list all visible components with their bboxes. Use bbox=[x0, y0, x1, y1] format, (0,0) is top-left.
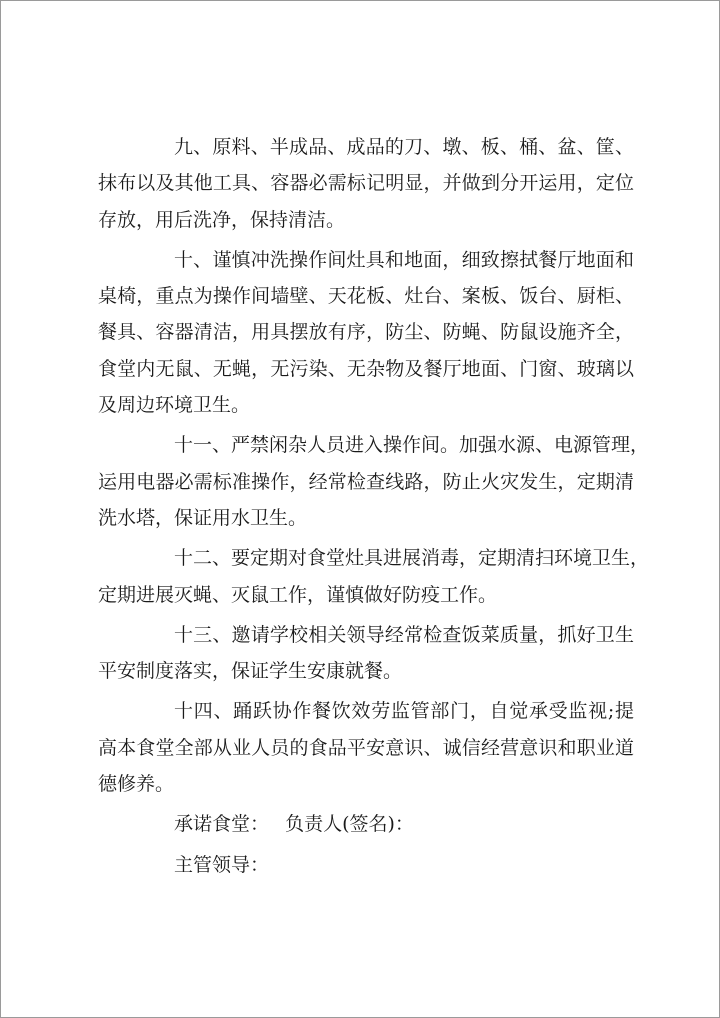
paragraph-line: 洗水塔，保证用水卫生。 bbox=[98, 506, 308, 529]
paragraph-line: 桌椅，重点为操作间墙壁、天花板、灶台、案板、饭台、厨柜、 bbox=[98, 285, 634, 308]
paragraph-line: 十、谨慎冲洗操作间灶具和地面，细致擦拭餐厅地面和 bbox=[174, 248, 634, 271]
paragraph-12 bbox=[98, 540, 650, 613]
paragraph-line: 抹布以及其他工具、容器必需标记明显，并做到分开运用，定位 bbox=[98, 172, 634, 195]
paragraph-line: 食堂内无鼠、无蝇，无污染、无杂物及餐厅地面、门窗、玻璃以 bbox=[98, 357, 634, 380]
signature-line bbox=[98, 806, 634, 842]
paragraph-line: 高本食堂全部从业人员的食品平安意识、诚信经营意识和职业道 bbox=[98, 736, 634, 759]
paragraph-line: 十三、邀请学校相关领导经常检查饭菜质量，抓好卫生 bbox=[174, 623, 634, 646]
paragraph-10 bbox=[98, 242, 634, 423]
paragraph-line: 存放，用后洗净，保持清洁。 bbox=[98, 208, 346, 231]
document-body bbox=[98, 129, 650, 883]
paragraph-line: 十二、要定期对食堂灶具进展消毒，定期清扫环境卫生， bbox=[174, 547, 650, 570]
paragraph-11 bbox=[98, 427, 650, 536]
paragraph-13 bbox=[98, 617, 634, 690]
paragraph-line: 运用电器必需标准操作，经常检查线路，防止火灾发生，定期清 bbox=[98, 470, 634, 493]
paragraph-line: 十四、踊跃协作餐饮效劳监管部门，自觉承受监视;提 bbox=[174, 700, 634, 723]
paragraph-line: 平安制度落实，保证学生安康就餐。 bbox=[98, 660, 403, 683]
supervisor-line bbox=[98, 847, 634, 883]
paragraph-line: 十一、严禁闲杂人员进入操作间。加强水源、电源管理， bbox=[174, 434, 650, 457]
canteen-label: 承诺食堂： bbox=[174, 813, 270, 836]
paragraph-line: 德修养。 bbox=[98, 773, 175, 796]
paragraph-line: 九、原料、半成品、成品的刀、墩、板、桶、盆、筐、 bbox=[174, 136, 634, 158]
paragraph-line: 及周边环境卫生。 bbox=[98, 394, 251, 417]
supervisor-label: 主管领导： bbox=[174, 853, 270, 876]
paragraph-14 bbox=[98, 693, 634, 802]
responsible-person-label: 负责人(签名)： bbox=[285, 813, 414, 836]
paragraph-9 bbox=[98, 129, 634, 238]
paragraph-line: 餐具、容器清洁，用具摆放有序，防尘、防蝇、防鼠设施齐全， bbox=[98, 321, 634, 344]
paragraph-line: 定期进展灭蝇、灭鼠工作，谨慎做好防疫工作。 bbox=[98, 583, 498, 606]
